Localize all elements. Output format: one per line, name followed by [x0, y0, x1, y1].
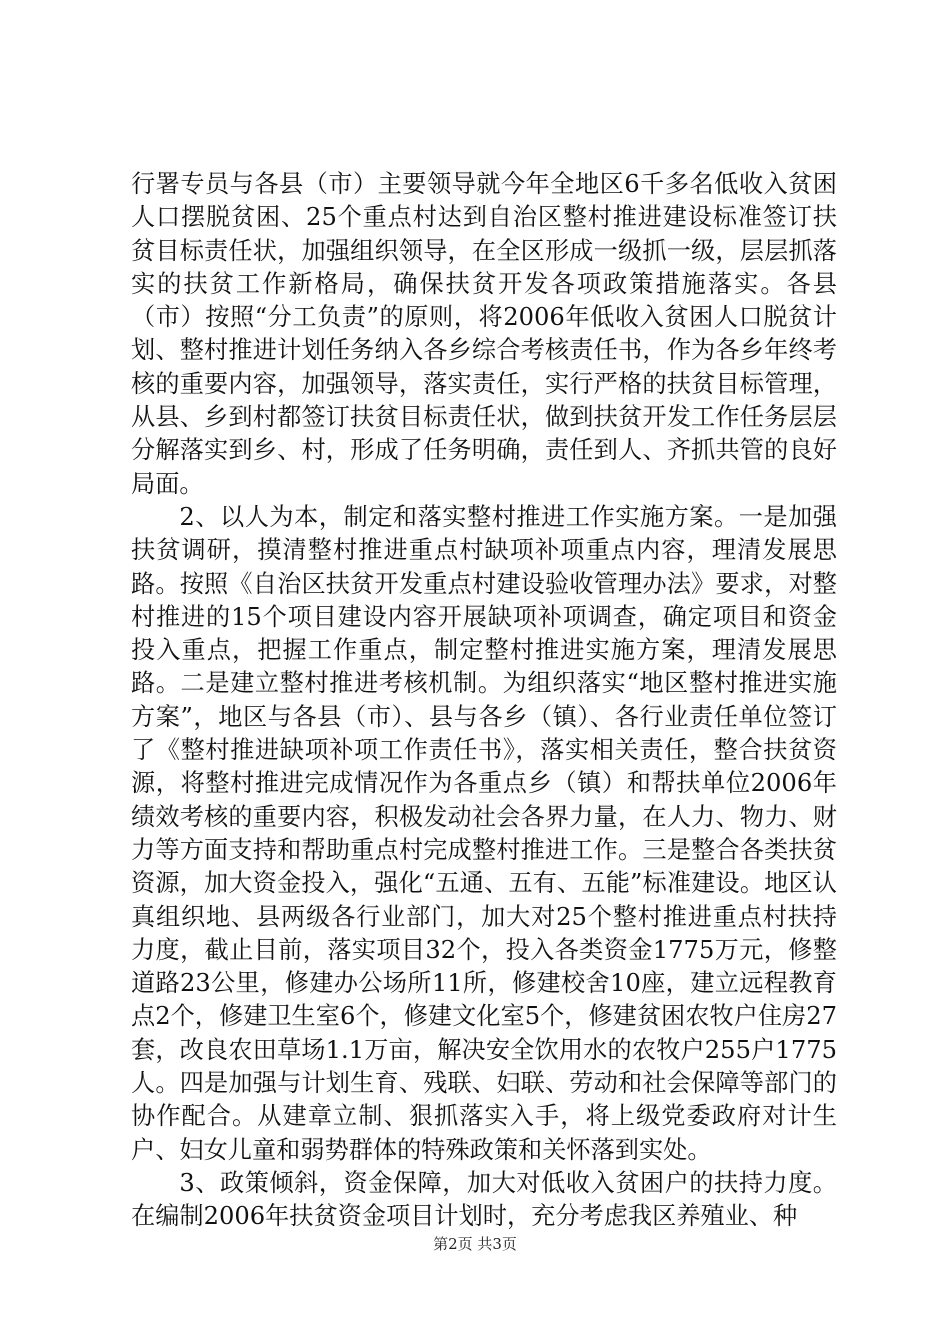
document-body	[131, 168, 837, 1234]
paragraph-section-2: 2、以人为本，制定和落实整村推进工作实施方案。一是加强扶贫调研，摸清整村推进重点村缺项补项重点内容，理清发展思路。按照《自治区扶贫开发重点村建设验收管理办法》要求，对整村推进的15个项目建设内容开展缺项补项调查，确定项目和资金投入重点，把握工作重点，制定整村推进实施方案，理清发展思路。二是建立整村推进考核机制。为组织落实“地区整村推进实施方案”，地区与各县（市）、县与各乡（镇）、各行业责任单位签订了《整村推进缺项补项工作责任书》，落实相关责任，整合扶贫资源，将整村推进完成情况作为各重点乡（镇）和帮扶单位2006年绩效考核的重要内容，积极发动社会各界力量，在人力、物力、财力等方面支持和帮助重点村完成整村推进工作。三是整合各类扶贫资源，加大资金投入，强化“五通、五有、五能”标准建设。地区认真组织地、县两级各行业部门，加大对25个整村推进重点村扶持力度，截止目前，落实项目32个，投入各类资金1775万元，修整道路23公里，修建办公场所11所，修建校舍10座，建立远程教育点2个，修建卫生室6个，修建文化室5个，修建贫困农牧户住房27套，改良农田草场1.1万亩，解决安全饮用水的农牧户255户1775人。四是加强与计划生育、残联、妇联、劳动和社会保障等部门的协作配合。从建章立制、狠抓落实入手，将上级党委政府对计生户、妇女儿童和弱势群体的特殊政策和关怀落到实处。	[131, 502, 837, 1164]
paragraph-continuation: 行署专员与各县（市）主要领导就今年全地区6千多名低收入贫困人口摆脱贫困、25个重点村达到自治区整村推进建设标准签订扶贫目标责任状，加强组织领导，在全区形成一级抓一级，层层抓落实的扶贫工作新格局，确保扶贫开发各项政策措施落实。各县（市）按照“分工负责”的原则，将2006年低收入贫困人口脱贫计划、整村推进计划任务纳入各乡综合考核责任书，作为各乡年终考核的重要内容，加强领导，落实责任，实行严格的扶贫目标管理，从县、乡到村都签订扶贫目标责任状，做到扶贫开发工作任务层层分解落实到乡、村，形成了任务明确，责任到人、齐抓共管的良好局面。	[131, 170, 837, 498]
page-footer: 第2页 共3页	[433, 1235, 517, 1253]
paragraph-section-3: 3、政策倾斜，资金保障，加大对低收入贫困户的扶持力度。在编制2006年扶贫资金项目计划时，充分考虑我区养殖业、种	[131, 1168, 837, 1231]
